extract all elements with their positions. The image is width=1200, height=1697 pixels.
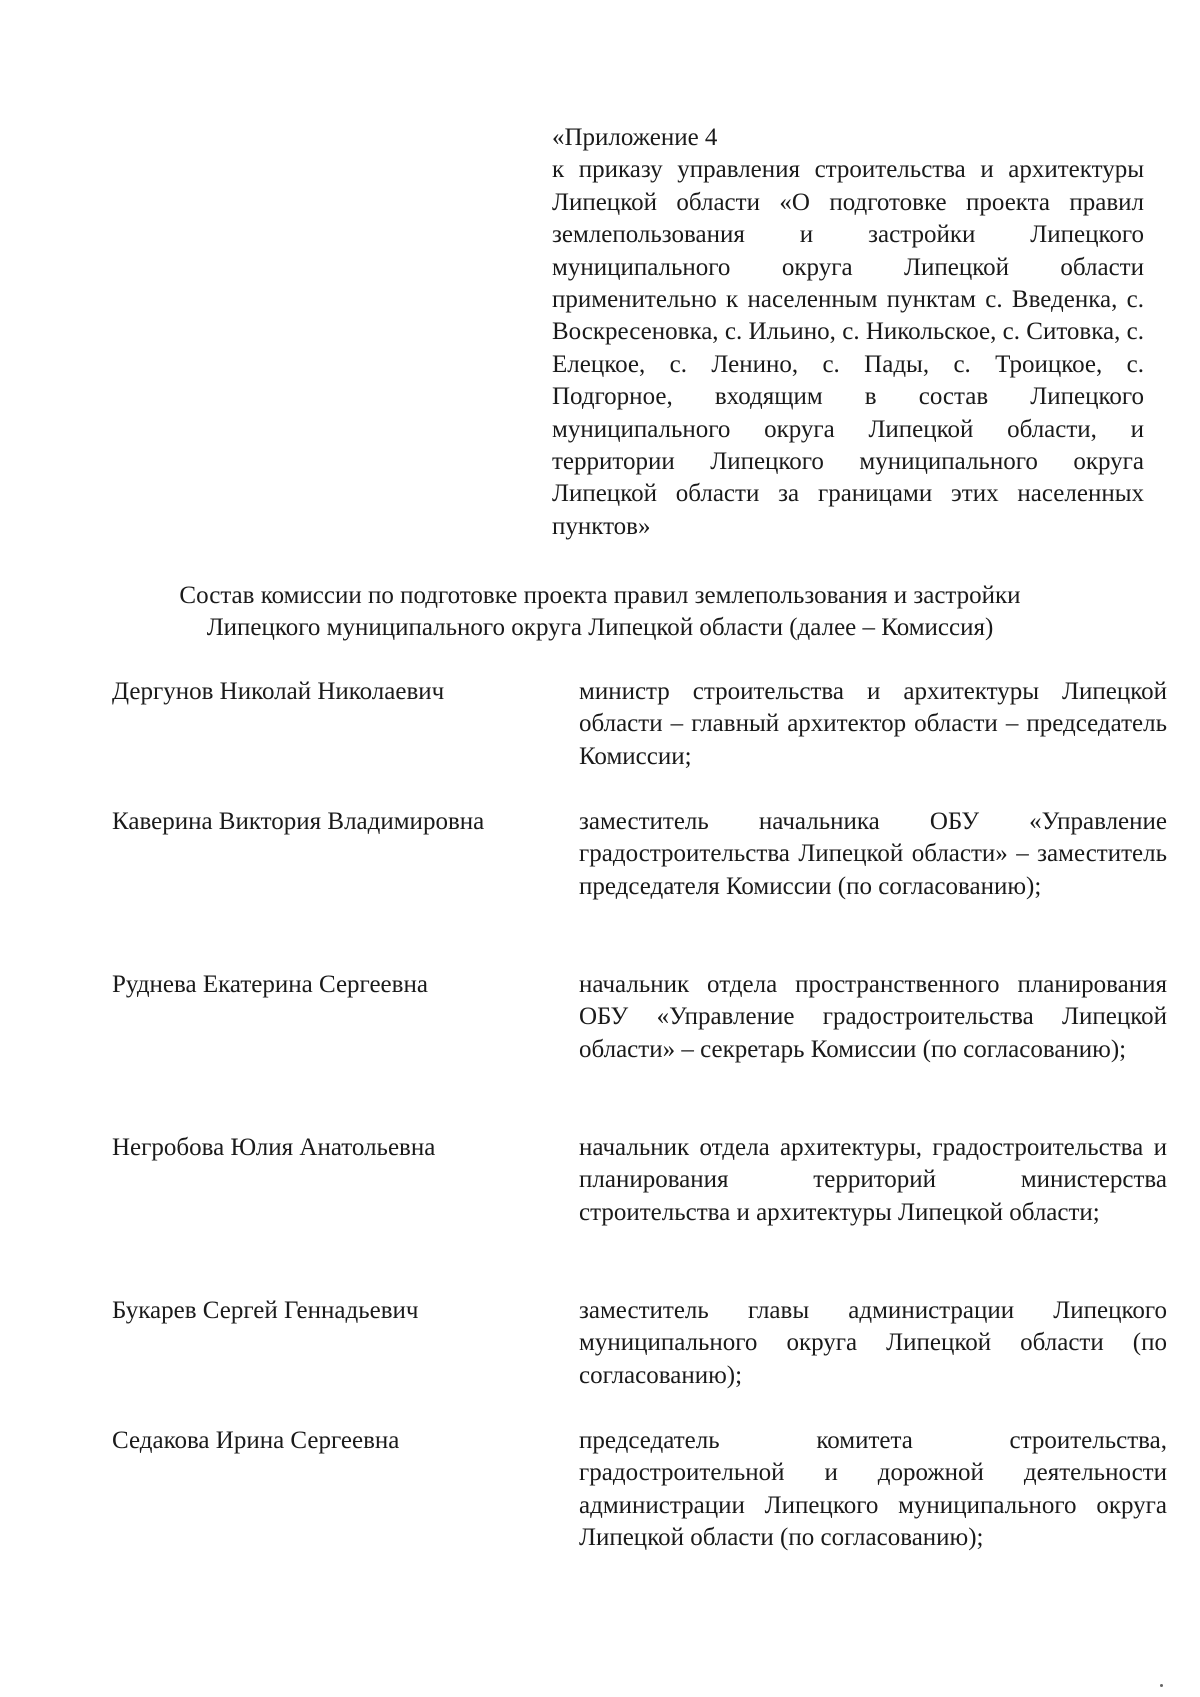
appendix-title: «Приложение 4 (552, 124, 718, 151)
member-name: Букарев Сергей Геннадьевич (112, 1297, 419, 1324)
scan-speck (1160, 1684, 1163, 1687)
commission-heading-line-2: Липецкого муниципального округа Липецкой области (далее – Комиссия) (206, 614, 994, 641)
commission-heading (0, 580, 1200, 644)
member-role: начальник отдела архитектуры, градостроительства и планирования территорий министерства строительства и архитектуры Липецкой области; (579, 1134, 1167, 1226)
member-name: Дергунов Николай Николаевич (112, 678, 445, 705)
member-name: Руднева Екатерина Сергеевна (112, 971, 428, 998)
member-role: председатель комитета строительства, градостроительной и дорожной деятельности администрации Липецкого муниципального округа Липецкой области (по согласованию); (579, 1427, 1167, 1552)
commission-heading-line-1: Состав комиссии по подготовке проекта правил землепользования и застройки (179, 582, 1021, 609)
member-name: Негробова Юлия Анатольевна (112, 1134, 436, 1161)
appendix-body: к приказу управления строительства и архитектуры Липецкой области «О подготовке проекта правил землепользования и застройки Липецкого муниципального округа Липецкой области применительно к населенным пунктам с. Введенка, с. Воскресеновка, с. Ильино, с. Никольское, с. Ситовка, с. Елецкое, с. Ленино, с. Пады, с. Троицкое, с. Подгорное, входящим в состав Липецкого муниципального округа Липецкой области, и территории Липецкого муниципального округа Липецкой области за границами этих населенных пунктов» (552, 156, 1144, 540)
member-role: министр строительства и архитектуры Липецкой области – главный архитектор области – председатель Комиссии; (579, 678, 1167, 770)
member-role: заместитель начальника ОБУ «Управление градостроительства Липецкой области» – заместитель председателя Комиссии (по согласованию); (579, 808, 1167, 900)
member-name: Каверина Виктория Владимировна (112, 808, 485, 835)
member-role: начальник отдела пространственного планирования ОБУ «Управление градостроительства Липецкой области» – секретарь Комиссии (по согласованию); (579, 971, 1167, 1063)
member-name: Седакова Ирина Сергеевна (112, 1427, 400, 1454)
appendix-block (552, 122, 1144, 543)
member-role: заместитель главы администрации Липецкого муниципального округа Липецкой области (по согласованию); (579, 1297, 1167, 1389)
